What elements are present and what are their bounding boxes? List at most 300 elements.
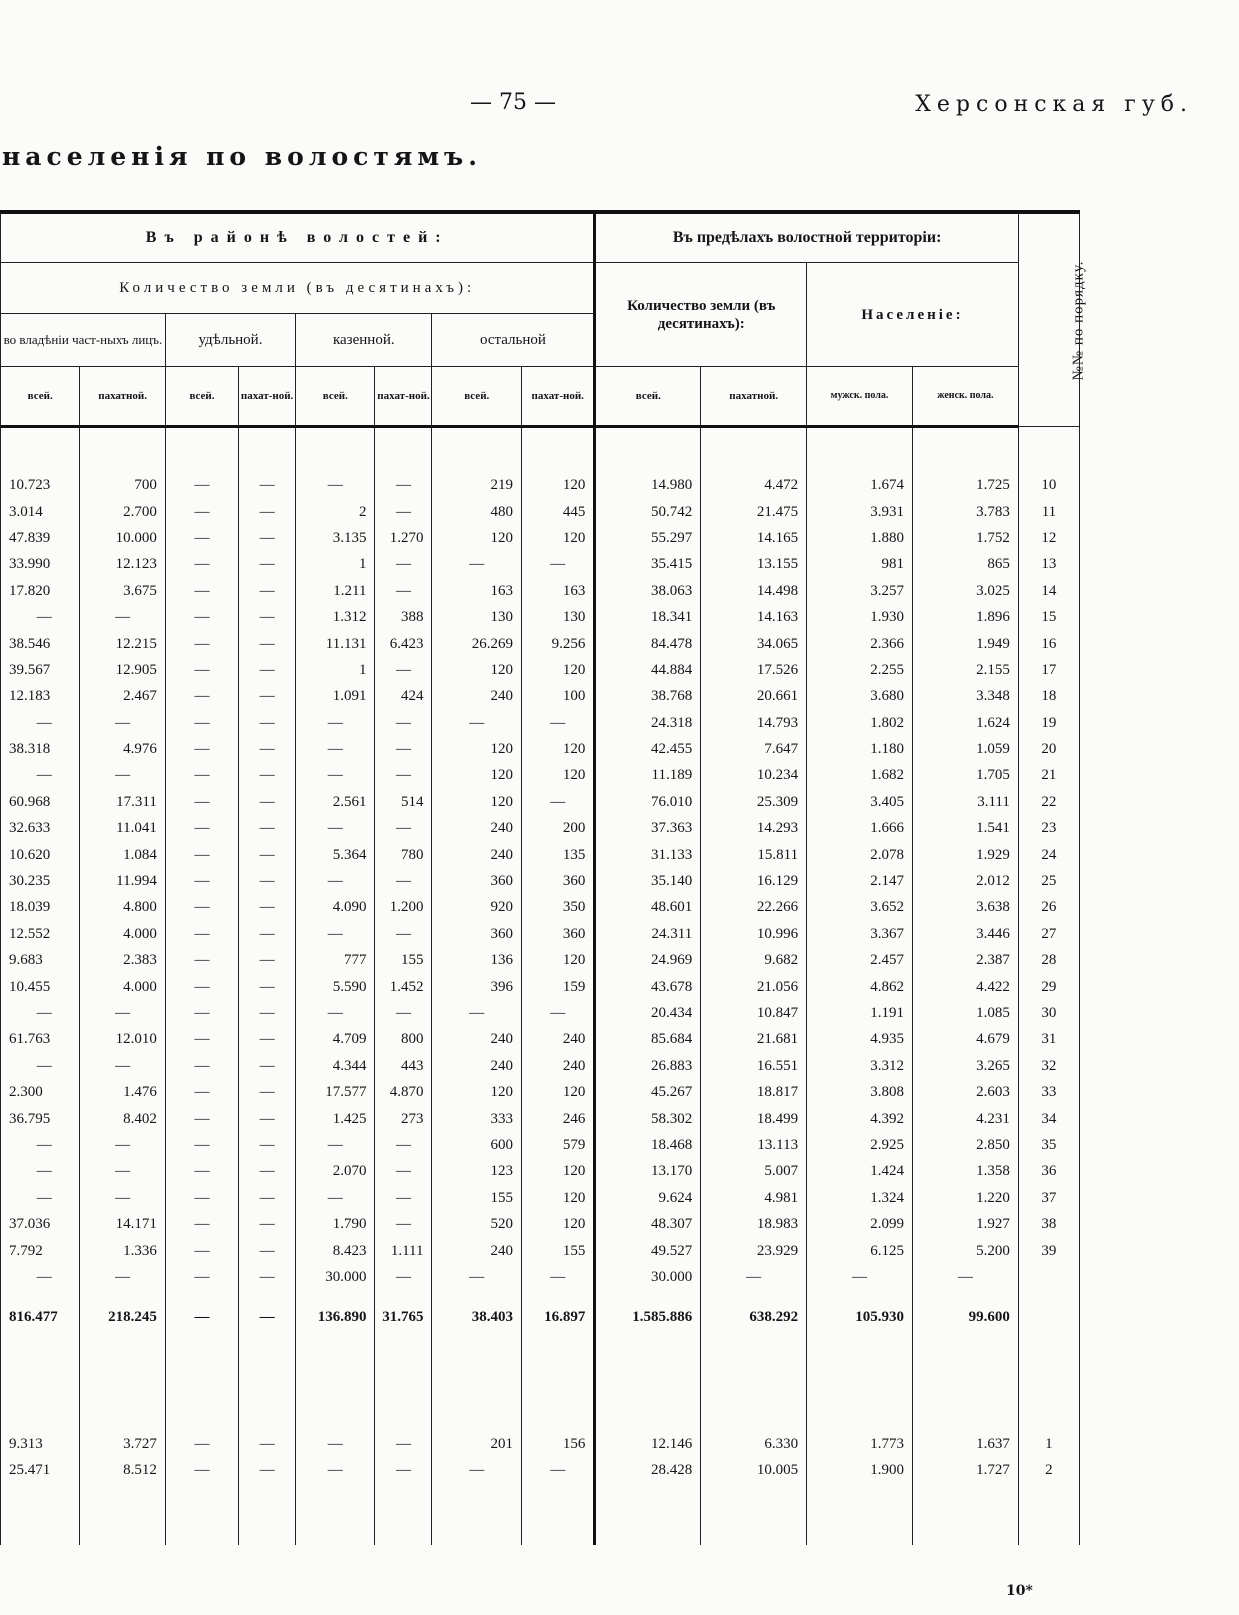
table-cell: 3.025 [912, 578, 1018, 604]
table-cell: — [432, 1000, 522, 1026]
table-cell: 61.763 [1, 1026, 80, 1052]
population-header: Населеніе: [807, 263, 1019, 367]
table-cell: 1.200 [375, 894, 432, 920]
table-cell: 17.526 [701, 657, 807, 683]
table-cell: 13.170 [595, 1158, 701, 1184]
table-cell: 33 [1018, 1079, 1079, 1105]
table-cell: 240 [522, 1026, 595, 1052]
table-cell: — [239, 1158, 296, 1184]
table-cell: — [1, 762, 80, 788]
table-cell: — [80, 1132, 165, 1158]
appanage-header: удѣльной. [165, 314, 295, 367]
table-cell: 14.793 [701, 710, 807, 736]
table-cell: 4.000 [80, 921, 165, 947]
table-cell: 780 [375, 841, 432, 867]
table-row [1, 472, 1080, 498]
table-cell: — [239, 815, 296, 841]
table-cell: 3.638 [912, 894, 1018, 920]
table-cell: 1.452 [375, 973, 432, 999]
table-cell: 10.723 [1, 472, 80, 498]
table-cell: 37.036 [1, 1211, 80, 1237]
table-cell: — [239, 1457, 296, 1483]
table-cell: 38.768 [595, 683, 701, 709]
table-row [1, 1026, 1080, 1052]
group-header-left: Въ районѣ волостей: [1, 212, 595, 263]
table-cell: 3.257 [807, 578, 913, 604]
table-cell: 27 [1018, 921, 1079, 947]
table-cell: 39 [1018, 1237, 1079, 1263]
table-cell: 5.007 [701, 1158, 807, 1184]
table-cell: 26.269 [432, 630, 522, 656]
table-cell: 700 [80, 472, 165, 498]
table-cell: — [296, 868, 375, 894]
table-cell: 19 [1018, 710, 1079, 736]
table-cell: 2.850 [912, 1132, 1018, 1158]
table-cell: 14.165 [701, 525, 807, 551]
table-cell: 9.313 [1, 1431, 80, 1457]
table-cell: 920 [432, 894, 522, 920]
table-cell: 2.300 [1, 1079, 80, 1105]
table-cell: — [375, 736, 432, 762]
table-cell: 48.601 [595, 894, 701, 920]
table-cell: 246 [522, 1105, 595, 1131]
table-cell: 1.085 [912, 1000, 1018, 1026]
table-cell: — [912, 1264, 1018, 1290]
table-cell: — [432, 1264, 522, 1290]
table-cell: 981 [807, 551, 913, 577]
table-cell: — [375, 1431, 432, 1457]
table-cell: 7.792 [1, 1237, 80, 1263]
land-quantity-header-right: Количество земли (въ десятинахъ): [595, 263, 807, 367]
table-cell: — [375, 498, 432, 524]
table-cell: 2 [296, 498, 375, 524]
table-cell: — [165, 1237, 238, 1263]
table-cell: 360 [432, 868, 522, 894]
private-owners-header: во владѣніи част-ныхъ лицъ. [1, 314, 166, 367]
table-cell: 155 [432, 1185, 522, 1211]
table-cell: — [80, 1000, 165, 1026]
table-cell: 120 [522, 736, 595, 762]
col-territory-arable: пахатной. [701, 367, 807, 427]
table-cell: 18 [1018, 683, 1079, 709]
table-cell: — [1, 710, 80, 736]
table-cell: — [522, 710, 595, 736]
table-cell: 12.215 [80, 630, 165, 656]
table-cell: 1.752 [912, 525, 1018, 551]
table-cell: 18.983 [701, 1211, 807, 1237]
table-cell: — [165, 868, 238, 894]
table-cell: 38.403 [432, 1304, 522, 1330]
table-cell: 76.010 [595, 789, 701, 815]
table-cell: 38 [1018, 1211, 1079, 1237]
table-cell: 1.191 [807, 1000, 913, 1026]
table-cell: — [165, 472, 238, 498]
table-cell: 32 [1018, 1053, 1079, 1079]
table-cell: — [165, 947, 238, 973]
table-cell: 13.155 [701, 551, 807, 577]
table-cell: 3.265 [912, 1053, 1018, 1079]
table-cell: — [239, 1132, 296, 1158]
table-cell: 37.363 [595, 815, 701, 841]
col-appanage-arable: пахат-ной. [239, 367, 296, 427]
table-cell: 36.795 [1, 1105, 80, 1131]
table-cell: — [296, 1431, 375, 1457]
table-cell: — [165, 973, 238, 999]
table-cell: — [165, 683, 238, 709]
table-cell: 3.014 [1, 498, 80, 524]
table-cell: — [165, 1053, 238, 1079]
table-cell: 1.790 [296, 1211, 375, 1237]
table-cell: — [165, 1185, 238, 1211]
table-cell: — [239, 921, 296, 947]
table-cell: — [165, 841, 238, 867]
table-cell: — [1, 1132, 80, 1158]
table-cell: 333 [432, 1105, 522, 1131]
table-cell: 120 [522, 1079, 595, 1105]
table-cell: 120 [432, 762, 522, 788]
table-cell: 28 [1018, 947, 1079, 973]
table-cell: 360 [522, 868, 595, 894]
table-cell: — [375, 1185, 432, 1211]
table-cell: — [165, 498, 238, 524]
table-cell: 12.123 [80, 551, 165, 577]
table-cell: — [522, 1264, 595, 1290]
table-cell: — [165, 1457, 238, 1483]
table-cell: 2.457 [807, 947, 913, 973]
col-private-all: всей. [1, 367, 80, 427]
table-cell: — [296, 1457, 375, 1483]
table-cell: 1 [1018, 1431, 1079, 1457]
table-cell: 23.929 [701, 1237, 807, 1263]
table-cell: 1.900 [807, 1457, 913, 1483]
table-cell: 38.546 [1, 630, 80, 656]
table-cell: 520 [432, 1211, 522, 1237]
table-cell: — [165, 1264, 238, 1290]
table-cell: 120 [522, 525, 595, 551]
table-cell: — [296, 710, 375, 736]
table-row [1, 498, 1080, 524]
table-cell: 14 [1018, 578, 1079, 604]
table-row [1, 789, 1080, 815]
table-cell: 1.476 [80, 1079, 165, 1105]
table-cell: 18.341 [595, 604, 701, 630]
table-cell: 35 [1018, 1132, 1079, 1158]
table-cell: 22.266 [701, 894, 807, 920]
table-cell: — [239, 1211, 296, 1237]
table-cell: — [239, 894, 296, 920]
table-cell: — [239, 1264, 296, 1290]
table-cell: — [701, 1264, 807, 1290]
table-cell: — [165, 815, 238, 841]
table-cell: 14.980 [595, 472, 701, 498]
table-cell: 55.297 [595, 525, 701, 551]
table-cell: 9.683 [1, 947, 80, 973]
table-cell: — [432, 551, 522, 577]
table-cell: 4.422 [912, 973, 1018, 999]
table-row [1, 710, 1080, 736]
table-cell: 20.661 [701, 683, 807, 709]
table-cell: 6.330 [701, 1431, 807, 1457]
table-cell: 4.870 [375, 1079, 432, 1105]
table-cell: — [375, 657, 432, 683]
table-cell [1018, 1264, 1079, 1290]
table-cell: 11 [1018, 498, 1079, 524]
table-cell: — [239, 604, 296, 630]
table-cell: — [165, 1105, 238, 1131]
table-cell: 16.551 [701, 1053, 807, 1079]
table-cell: 36 [1018, 1158, 1079, 1184]
table-cell: — [165, 1304, 238, 1330]
table-cell: — [1, 1158, 80, 1184]
table-cell: 600 [432, 1132, 522, 1158]
table-cell: — [165, 762, 238, 788]
table-cell: 17 [1018, 657, 1079, 683]
table-row [1, 1264, 1080, 1290]
table-cell: 9.624 [595, 1185, 701, 1211]
table-cell: 32.633 [1, 815, 80, 841]
table-cell: 7.647 [701, 736, 807, 762]
table-cell: 777 [296, 947, 375, 973]
table-row [1, 1185, 1080, 1211]
table-cell: 30.235 [1, 868, 80, 894]
table-cell: 1.896 [912, 604, 1018, 630]
table-cell: — [239, 551, 296, 577]
table-cell: — [165, 657, 238, 683]
table-cell: — [239, 1079, 296, 1105]
table-row [1, 1431, 1080, 1457]
table-cell: 120 [432, 736, 522, 762]
table-row [1, 1132, 1080, 1158]
table-cell: 21.475 [701, 498, 807, 524]
table-cell: — [239, 868, 296, 894]
table-cell: — [432, 1457, 522, 1483]
table-cell: — [239, 762, 296, 788]
table-cell: 1.727 [912, 1457, 1018, 1483]
table-cell: — [80, 604, 165, 630]
table-cell: 120 [522, 947, 595, 973]
table-cell: — [522, 789, 595, 815]
table-cell: — [239, 1000, 296, 1026]
table-cell: 20.434 [595, 1000, 701, 1026]
table-cell: 360 [432, 921, 522, 947]
table-cell: — [375, 1211, 432, 1237]
table-cell: 120 [522, 472, 595, 498]
table-row [1, 657, 1080, 683]
table-cell: 38.063 [595, 578, 701, 604]
table-cell: 10.996 [701, 921, 807, 947]
table-cell: 39.567 [1, 657, 80, 683]
table-cell: 130 [432, 604, 522, 630]
table-cell: — [296, 1000, 375, 1026]
table-row [1, 1304, 1080, 1330]
table-cell: 17.577 [296, 1079, 375, 1105]
table-cell: 396 [432, 973, 522, 999]
table-cell: 2.099 [807, 1211, 913, 1237]
table-cell: — [375, 1264, 432, 1290]
table-cell: 35.415 [595, 551, 701, 577]
table-cell: 3.111 [912, 789, 1018, 815]
table-cell: 2.467 [80, 683, 165, 709]
table-cell: — [165, 921, 238, 947]
table-cell: 1.666 [807, 815, 913, 841]
table-cell: 30.000 [296, 1264, 375, 1290]
table-cell: — [522, 1457, 595, 1483]
table-cell: — [1, 1264, 80, 1290]
table-cell: 25 [1018, 868, 1079, 894]
table-cell: 31 [1018, 1026, 1079, 1052]
table-cell: 43.678 [595, 973, 701, 999]
other-header: остальной [432, 314, 595, 367]
table-cell: 26 [1018, 894, 1079, 920]
table-cell: — [165, 525, 238, 551]
table-cell: 1.424 [807, 1158, 913, 1184]
table-cell: 2.603 [912, 1079, 1018, 1105]
table-cell: — [165, 736, 238, 762]
table-cell: 4.392 [807, 1105, 913, 1131]
table-cell: 28.428 [595, 1457, 701, 1483]
table-cell: 49.527 [595, 1237, 701, 1263]
table-cell: 44.884 [595, 657, 701, 683]
table-cell: — [239, 973, 296, 999]
table-cell: — [1, 1185, 80, 1211]
table-cell: 443 [375, 1053, 432, 1079]
table-cell: 25.471 [1, 1457, 80, 1483]
table-cell: 2.387 [912, 947, 1018, 973]
table-cell: 16.129 [701, 868, 807, 894]
table-cell: — [239, 525, 296, 551]
order-number-header: №№ по порядку. [1018, 212, 1079, 427]
table-cell: 4.935 [807, 1026, 913, 1052]
table-cell: 6.125 [807, 1237, 913, 1263]
table-row [1, 973, 1080, 999]
table-cell: 120 [432, 1079, 522, 1105]
table-cell: 10 [1018, 472, 1079, 498]
table-cell: 2.012 [912, 868, 1018, 894]
table-row [1, 1053, 1080, 1079]
table-cell: 30 [1018, 1000, 1079, 1026]
table-cell: — [165, 710, 238, 736]
table-cell: — [296, 762, 375, 788]
table-cell: — [239, 1237, 296, 1263]
table-cell: — [165, 1079, 238, 1105]
table-cell: 47.839 [1, 525, 80, 551]
table-cell: 155 [522, 1237, 595, 1263]
col-other-arable: пахат-ной. [522, 367, 595, 427]
table-cell: 50.742 [595, 498, 701, 524]
table-cell: 816.477 [1, 1304, 80, 1330]
table-cell: — [239, 736, 296, 762]
table-cell: — [239, 789, 296, 815]
table-cell: 2.383 [80, 947, 165, 973]
table-cell: — [807, 1264, 913, 1290]
table-cell: 38.318 [1, 736, 80, 762]
table-cell: 24.311 [595, 921, 701, 947]
table-cell: 638.292 [701, 1304, 807, 1330]
table-cell: 34.065 [701, 630, 807, 656]
table-cell: 31.133 [595, 841, 701, 867]
table-cell: 135 [522, 841, 595, 867]
table-cell: 2.070 [296, 1158, 375, 1184]
table-cell: — [165, 1000, 238, 1026]
table-cell: 350 [522, 894, 595, 920]
table-cell: 10.847 [701, 1000, 807, 1026]
table-cell: 1.705 [912, 762, 1018, 788]
table-cell: 1.929 [912, 841, 1018, 867]
table-cell: 156 [522, 1431, 595, 1457]
table-cell: — [375, 1158, 432, 1184]
table-cell: 14.171 [80, 1211, 165, 1237]
table-cell: — [239, 1185, 296, 1211]
table-row [1, 1237, 1080, 1263]
table-cell: 17.820 [1, 578, 80, 604]
table-cell: 10.455 [1, 973, 80, 999]
table-cell: 58.302 [595, 1105, 701, 1131]
table-cell: 1.930 [807, 604, 913, 630]
table-cell: 10.620 [1, 841, 80, 867]
table-cell: 3.931 [807, 498, 913, 524]
table-cell: 26.883 [595, 1053, 701, 1079]
table-cell: 1.773 [807, 1431, 913, 1457]
table-cell: 240 [432, 841, 522, 867]
table-cell: — [522, 551, 595, 577]
table-cell: 16 [1018, 630, 1079, 656]
table-cell: 14.163 [701, 604, 807, 630]
table-cell: 1.927 [912, 1211, 1018, 1237]
table-row [1, 1211, 1080, 1237]
table-cell: 15.811 [701, 841, 807, 867]
table-cell: 120 [522, 1158, 595, 1184]
table-cell: — [239, 578, 296, 604]
table-cell: 3.652 [807, 894, 913, 920]
table-cell: 2.366 [807, 630, 913, 656]
table-cell: 4.472 [701, 472, 807, 498]
table-cell: 9.682 [701, 947, 807, 973]
table-row [1, 921, 1080, 947]
table-cell: 1.312 [296, 604, 375, 630]
table-cell: 29 [1018, 973, 1079, 999]
table-row [1, 1105, 1080, 1131]
table-cell: — [165, 789, 238, 815]
table-cell: — [165, 1211, 238, 1237]
table-row [1, 736, 1080, 762]
table-cell: 445 [522, 498, 595, 524]
table-cell: 5.364 [296, 841, 375, 867]
table-cell: 163 [432, 578, 522, 604]
gubernia-header: Херсонская губ. [915, 92, 1193, 117]
table-cell: — [239, 1304, 296, 1330]
table-row [1, 762, 1080, 788]
table-cell: 18.039 [1, 894, 80, 920]
table-cell: 6.423 [375, 630, 432, 656]
table-cell: 37 [1018, 1185, 1079, 1211]
table-cell: 3.348 [912, 683, 1018, 709]
table-cell: 24.318 [595, 710, 701, 736]
table-cell: — [165, 578, 238, 604]
table-cell: 273 [375, 1105, 432, 1131]
table-cell: 9.256 [522, 630, 595, 656]
land-quantity-header-left: Количество земли (въ десятинахъ): [1, 263, 595, 314]
table-cell: 240 [432, 1053, 522, 1079]
table-cell: 1.637 [912, 1431, 1018, 1457]
table-cell: 21.056 [701, 973, 807, 999]
col-other-all: всей. [432, 367, 522, 427]
table-cell: — [165, 1431, 238, 1457]
table-cell: 4.709 [296, 1026, 375, 1052]
table-cell: — [375, 1457, 432, 1483]
table-cell: 3.808 [807, 1079, 913, 1105]
table-row [1, 868, 1080, 894]
table-cell: 18.499 [701, 1105, 807, 1131]
